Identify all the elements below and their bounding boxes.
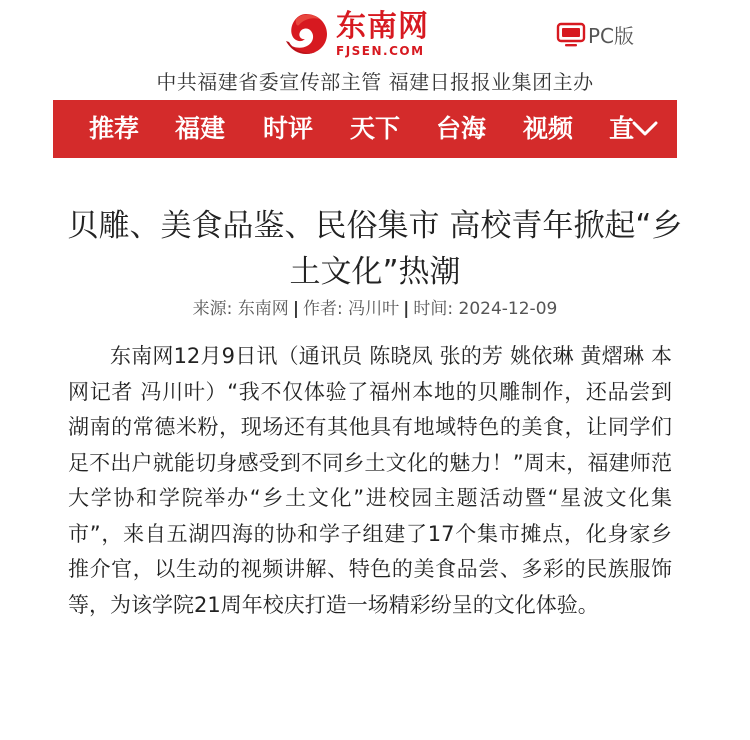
nav-item-video[interactable]: 视频 [523,114,574,143]
source-value: 东南网 [237,299,289,319]
chevron-down-icon [631,120,659,138]
article-body: 东南网12月9日讯（通讯员 陈晓凤 张的芳 姚依琳 黄熠琳 本网记者 冯川叶）“我不仅体验了福州本地的贝雕制作，还品尝到湖南的常德米粉，现场还有其他具有地域特色的美食，让同学们足不出户就能切身感受到不同乡土文化的魅力！”周末，福建师范大学协和学院举办“乡土文化”进校园主题活动暨“星波文化集市”，来自五湖四海的协和学子组建了17个集市摊点，化身家乡推介官，以生动的视频讲解、特色的美食品尝、多彩的民族服饰等，为该学院21周年校庆打造一场精彩纷呈的文化体验。 [68,344,672,617]
nav-item-commentary[interactable]: 时评 [263,114,314,143]
pc-version-label: PC版 [588,24,635,48]
author-value: 冯川叶 [348,299,400,319]
channel-nav-list [53,100,635,158]
nav-item-taiwan[interactable]: 台海 [436,114,487,143]
logo-english-text: FJSEN.COM [336,43,425,58]
nav-item-fujian[interactable]: 福建 [175,114,226,143]
monitor-icon [556,22,586,48]
nav-expand-button[interactable] [613,100,677,158]
meta-separator: | [292,299,300,319]
nav-item-recommend[interactable]: 推荐 [89,114,140,143]
site-logo[interactable] [282,10,450,58]
author-label: 作者: [303,299,343,319]
nav-item-world[interactable]: 天下 [350,114,401,143]
publish-date: 2024-12-09 [458,299,558,319]
sponsor-line: 中共福建省委宣传部主管 福建日报报业集团主办 [156,70,594,94]
logo-chinese-text: 东南网 [336,8,429,44]
nav-item-live[interactable]: 直 [609,114,635,143]
time-label: 时间: [413,299,454,319]
source-label: 来源: [192,299,233,319]
channel-nav [53,100,677,158]
site-header [0,0,750,64]
fjsen-logo-icon [282,11,330,57]
meta-separator: | [403,299,410,319]
pc-version-link[interactable] [556,20,634,49]
article-title: 贝雕、美食品鉴、民俗集市 高校青年掀起“乡土文化”热潮 [67,207,683,290]
article-meta [0,294,750,319]
